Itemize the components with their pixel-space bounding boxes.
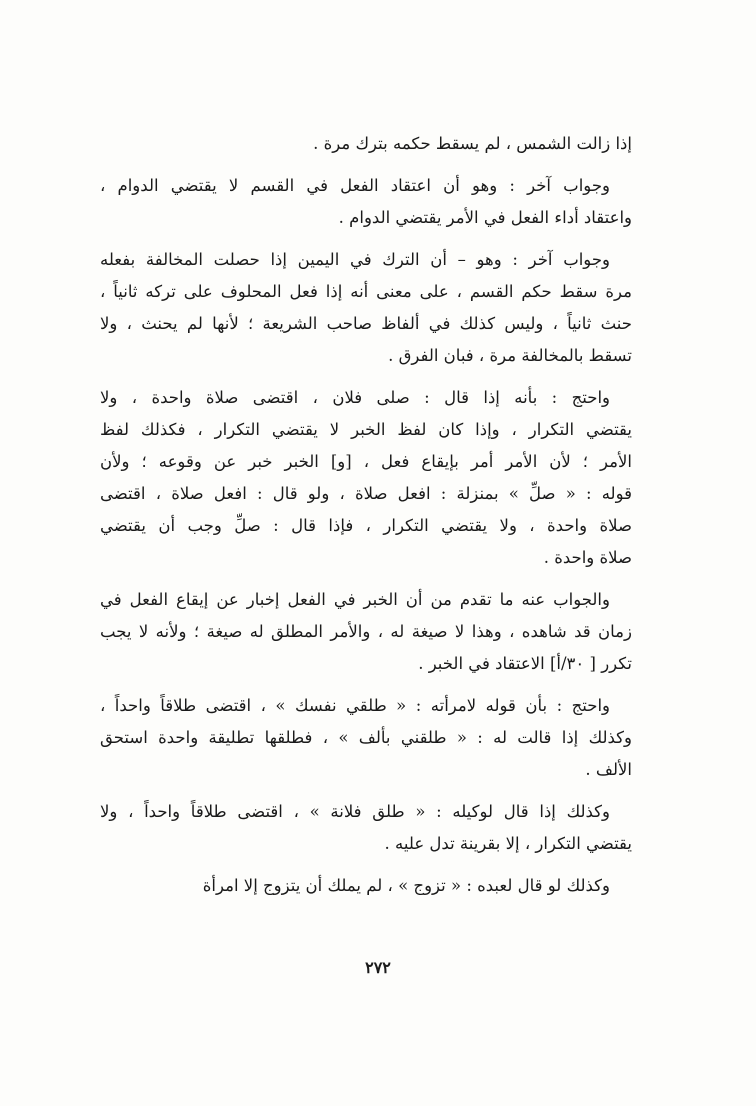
- text-line: صلاة واحدة .: [543, 548, 632, 567]
- paragraph: [100, 584, 632, 680]
- text-line: زمان قد شاهده ، وهذا لا صيغة له ، والأمر المطلق له صيغة ؛ ولأنه لا يجب: [100, 622, 632, 641]
- paragraph-gap: [100, 160, 632, 170]
- paragraph: [100, 170, 632, 234]
- text-line: وكذلك إذا قالت له : « طلقني بألف » ، فطلقها تطليقة واحدة استحق: [100, 728, 632, 747]
- body-text: [100, 128, 632, 902]
- text-line: الألف .: [585, 760, 632, 779]
- paragraph-gap: [100, 574, 632, 584]
- paragraph-gap: [100, 680, 632, 690]
- text-line: وجواب آخر : وهو – أن الترك في اليمين إذا حصلت المخالفة بفعله: [100, 250, 610, 269]
- text-line: يقتضي التكرار ، وإذا كان لفظ الخبر لا يقتضي التكرار ، فكذلك لفظ: [100, 420, 632, 439]
- paragraph-gap: [100, 234, 632, 244]
- text-line: وكذلك لو قال لعبده : « تزوج » ، لم يملك أن يتزوج إلا امرأة: [202, 876, 610, 895]
- paragraph-gap: [100, 786, 632, 796]
- text-line: إذا زالت الشمس ، لم يسقط حكمه بترك مرة .: [313, 134, 632, 153]
- text-line: واعتقاد أداء الفعل في الأمر يقتضي الدوام .: [338, 208, 632, 227]
- paragraph: [100, 870, 632, 902]
- paragraph: [100, 244, 632, 372]
- text-line: تكرر [ ٣٠/أ] الاعتقاد في الخبر .: [418, 654, 632, 673]
- paragraph: [100, 796, 632, 860]
- page-number: ٢٧٢: [365, 958, 391, 977]
- text-line: وجواب آخر : وهو أن اعتقاد الفعل في القسم لا يقتضي الدوام ،: [100, 176, 610, 195]
- text-line: الأمر ؛ لأن الأمر أمر بإيقاع فعل ، [و] الخبر خبر عن وقوعه ؛ ولأن: [100, 452, 632, 471]
- text-line: واحتج : بأن قوله لامرأته : « طلقي نفسك » ، اقتضى طلاقاً واحداً ،: [100, 696, 610, 715]
- text-line: والجواب عنه ما تقدم من أن الخبر في الفعل إخبار عن إيقاع الفعل في: [100, 590, 610, 609]
- text-line: مرة سقط حكم القسم ، على معنى أنه إذا فعل المحلوف على تركه ثانياً ،: [100, 282, 632, 301]
- text-line: يقتضي التكرار ، إلا بقرينة تدل عليه .: [384, 834, 632, 853]
- paragraph: [100, 128, 632, 160]
- paragraph-gap: [100, 860, 632, 870]
- paragraph: [100, 382, 632, 574]
- text-line: وكذلك إذا قال لوكيله : « طلق فلانة » ، اقتضى طلاقاً واحداً ، ولا: [100, 802, 610, 821]
- paragraph: [100, 690, 632, 786]
- paragraph-gap: [100, 372, 632, 382]
- text-line: حنث ثانياً ، وليس كذلك في ألفاظ صاحب الشريعة ؛ لأنها لم يحنث ، ولا: [100, 314, 632, 333]
- text-line: واحتج : بأنه إذا قال : صلى فلان ، اقتضى صلاة واحدة ، ولا: [100, 388, 610, 407]
- text-line: صلاة واحدة ، ولا يقتضي التكرار ، فإذا قال : صلِّ وجب أن يقتضي: [100, 516, 632, 535]
- text-line: تسقط بالمخالفة مرة ، فبان الفرق .: [388, 346, 632, 365]
- text-line: قوله : « صلِّ » بمنزلة : افعل صلاة ، ولو قال : افعل صلاة ، اقتضى: [100, 484, 632, 503]
